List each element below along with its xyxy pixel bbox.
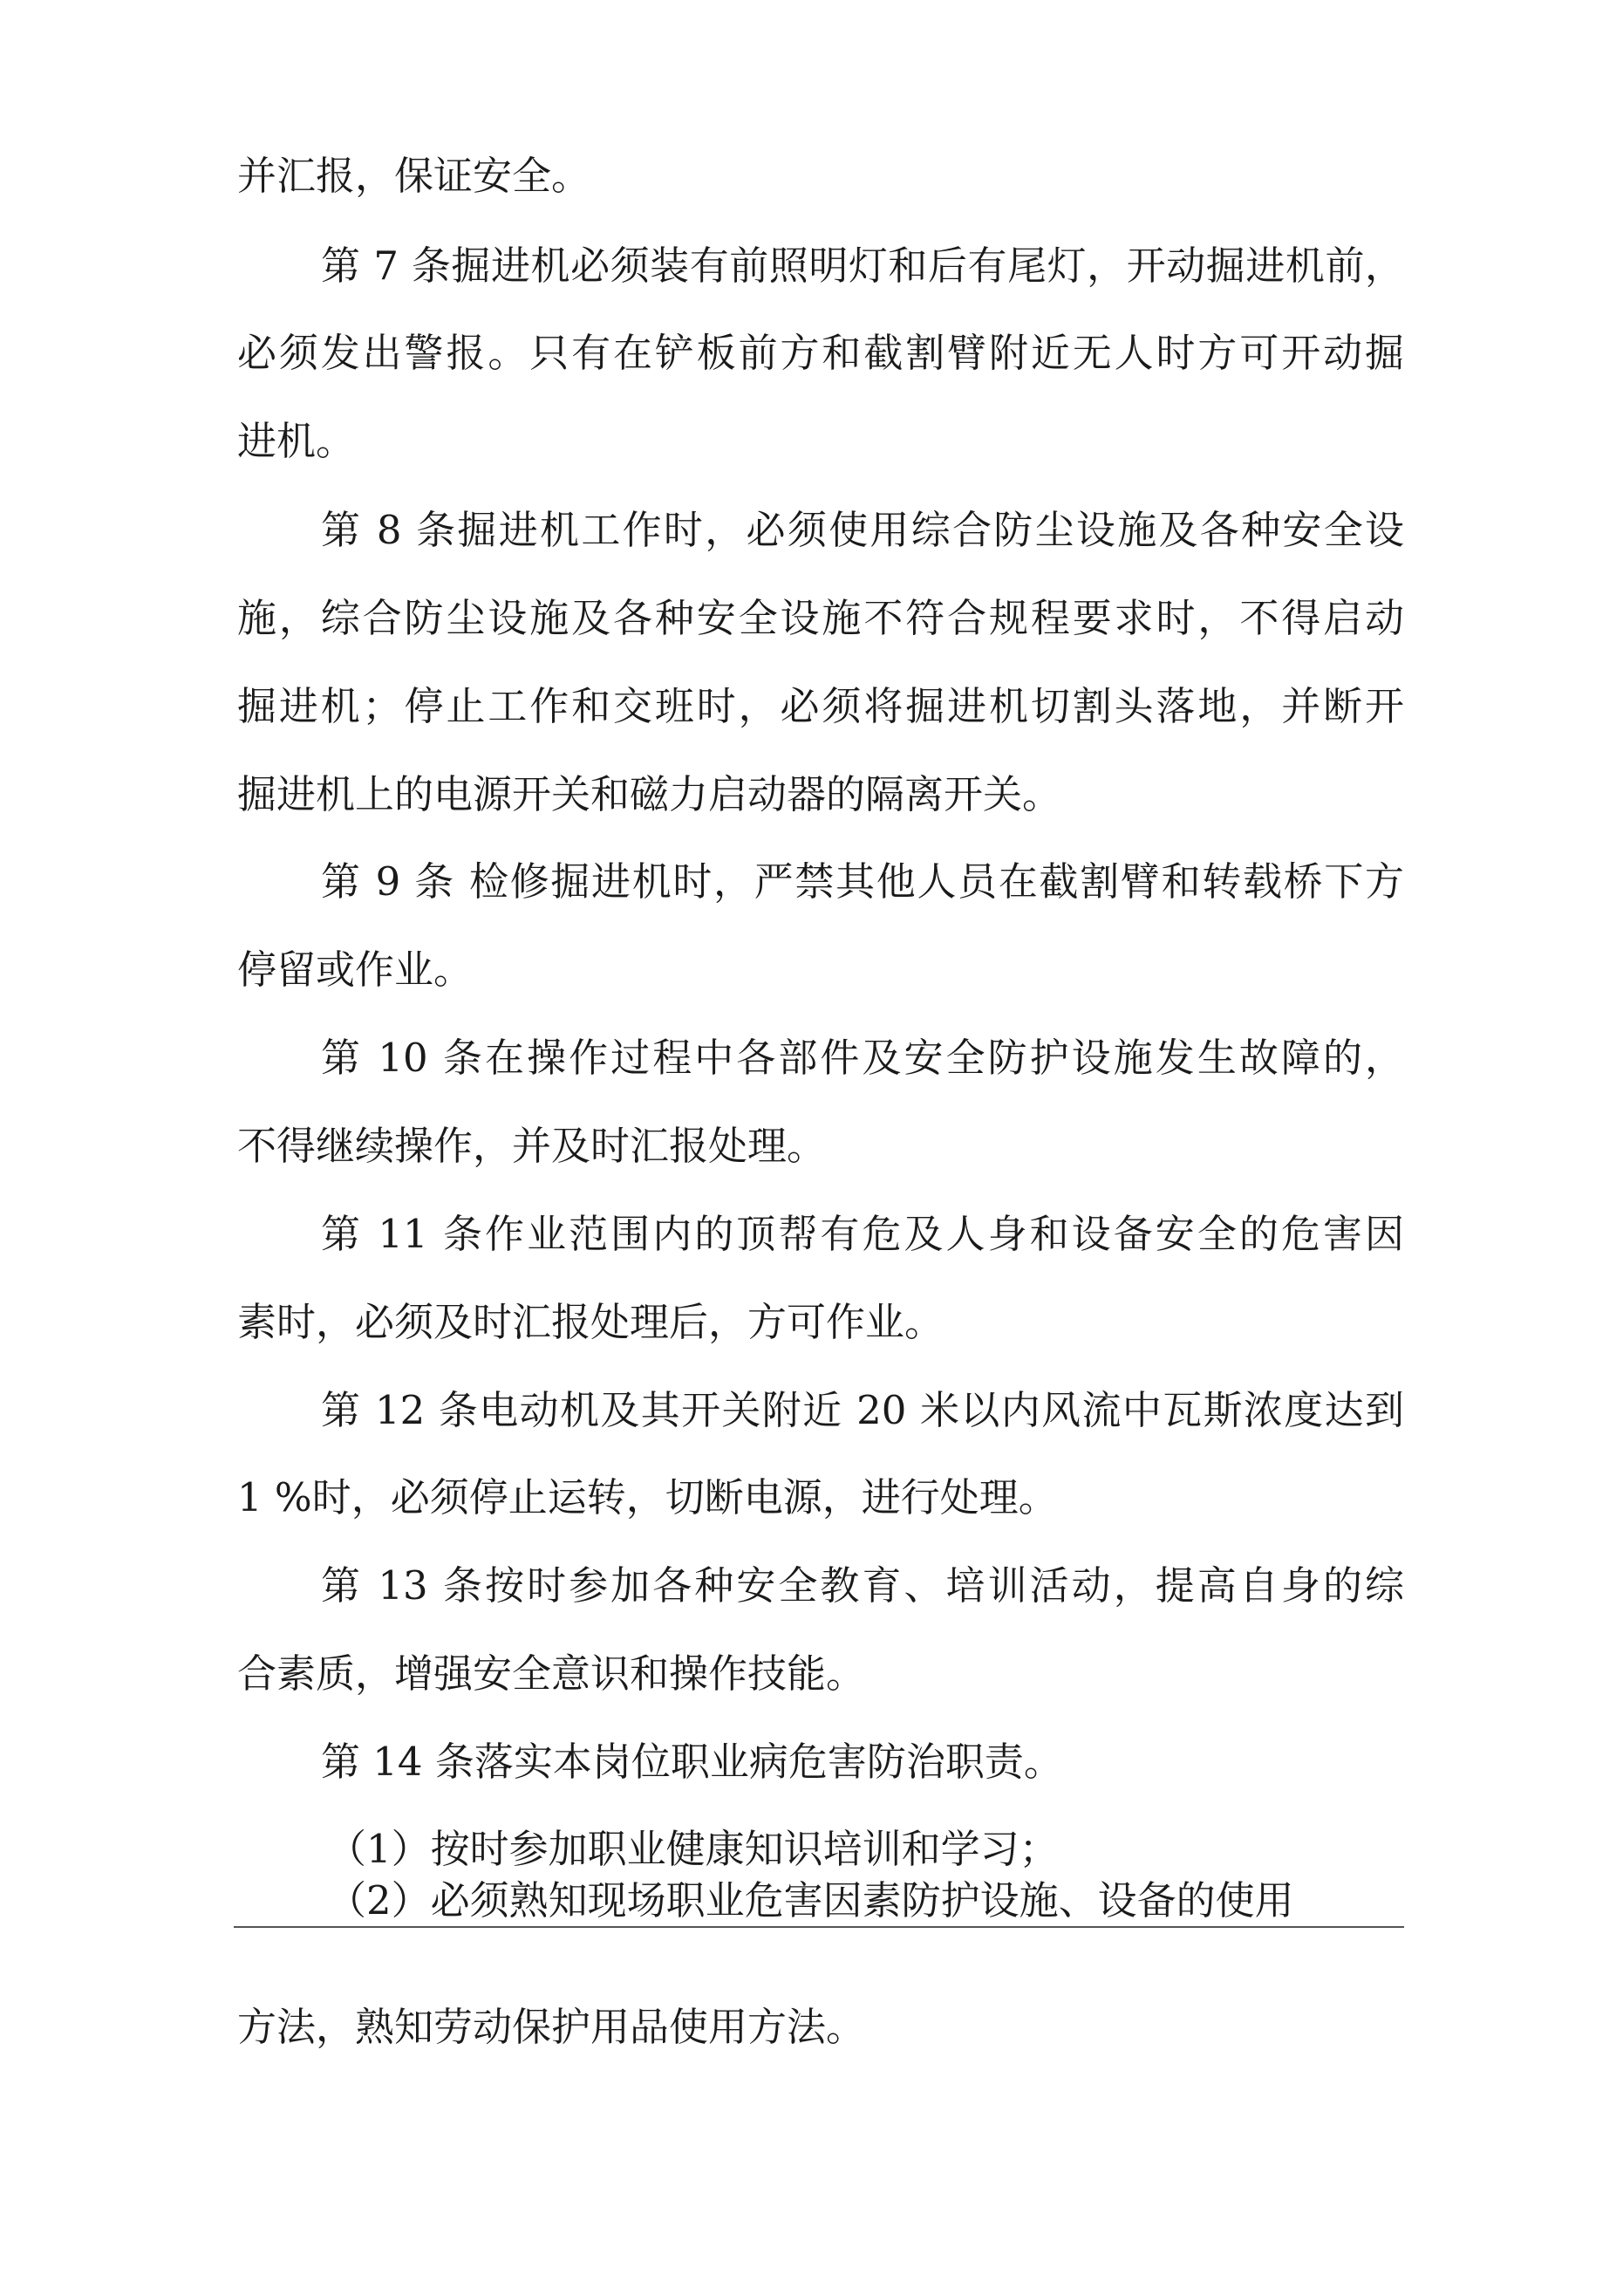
item-2-line-1: （2）必须熟知现场职业危害因素防护设施、设备的使用 bbox=[327, 1877, 1294, 1924]
article-12-line-1: 第 12 条电动机及其开关附近 20 米以内风流中瓦斯浓度达到 bbox=[321, 1387, 1404, 1433]
article-9-line-1: 第 9 条 检修掘进机时，严禁其他人员在截割臂和转载桥下方 bbox=[321, 858, 1404, 905]
text-line: 并汇报，保证安全。 bbox=[237, 153, 591, 199]
article-11-line-1: 第 11 条作业范围内的顶帮有危及人身和设备安全的危害因 bbox=[321, 1211, 1404, 1257]
article-8-line-3: 掘进机；停止工作和交班时，必须将掘进机切割头落地，并断开 bbox=[237, 683, 1404, 729]
article-7-line-1: 第 7 条掘进机必须装有前照明灯和后有尾灯，开动掘进机前， bbox=[321, 243, 1404, 289]
page-divider bbox=[234, 1926, 1404, 1928]
article-9-line-2: 停留或作业。 bbox=[237, 946, 474, 993]
article-13-line-2: 合素质，增强安全意识和操作技能。 bbox=[237, 1650, 866, 1697]
article-12-line-2: 1 %时，必须停止运转，切断电源，进行处理。 bbox=[237, 1474, 1058, 1520]
article-11-line-2: 素时，必须及时汇报处理后，方可作业。 bbox=[237, 1299, 944, 1345]
article-10-line-1: 第 10 条在操作过程中各部件及安全防护设施发生故障的， bbox=[321, 1035, 1404, 1081]
item-2-line-2: 方法，熟知劳动保护用品使用方法。 bbox=[237, 2004, 866, 2050]
article-8-line-2: 施，综合防尘设施及各种安全设施不符合规程要求时，不得启动 bbox=[237, 595, 1404, 641]
article-13-line-1: 第 13 条按时参加各种安全教育、培训活动，提高自身的综 bbox=[321, 1562, 1404, 1609]
item-1-line: （1）按时参加职业健康知识培训和学习； bbox=[327, 1826, 1059, 1872]
article-8-line-1: 第 8 条掘进机工作时，必须使用综合防尘设施及各种安全设 bbox=[321, 507, 1404, 553]
article-10-line-2: 不得继续操作，并及时汇报处理。 bbox=[237, 1123, 827, 1169]
article-7-line-3: 进机。 bbox=[237, 418, 356, 464]
article-7-line-2: 必须发出警报。只有在铲板前方和截割臂附近无人时方可开动掘 bbox=[237, 330, 1404, 376]
article-8-line-4: 掘进机上的电源开关和磁力启动器的隔离开关。 bbox=[237, 771, 1062, 817]
article-14-line-1: 第 14 条落实本岗位职业病危害防治职责。 bbox=[321, 1739, 1063, 1785]
